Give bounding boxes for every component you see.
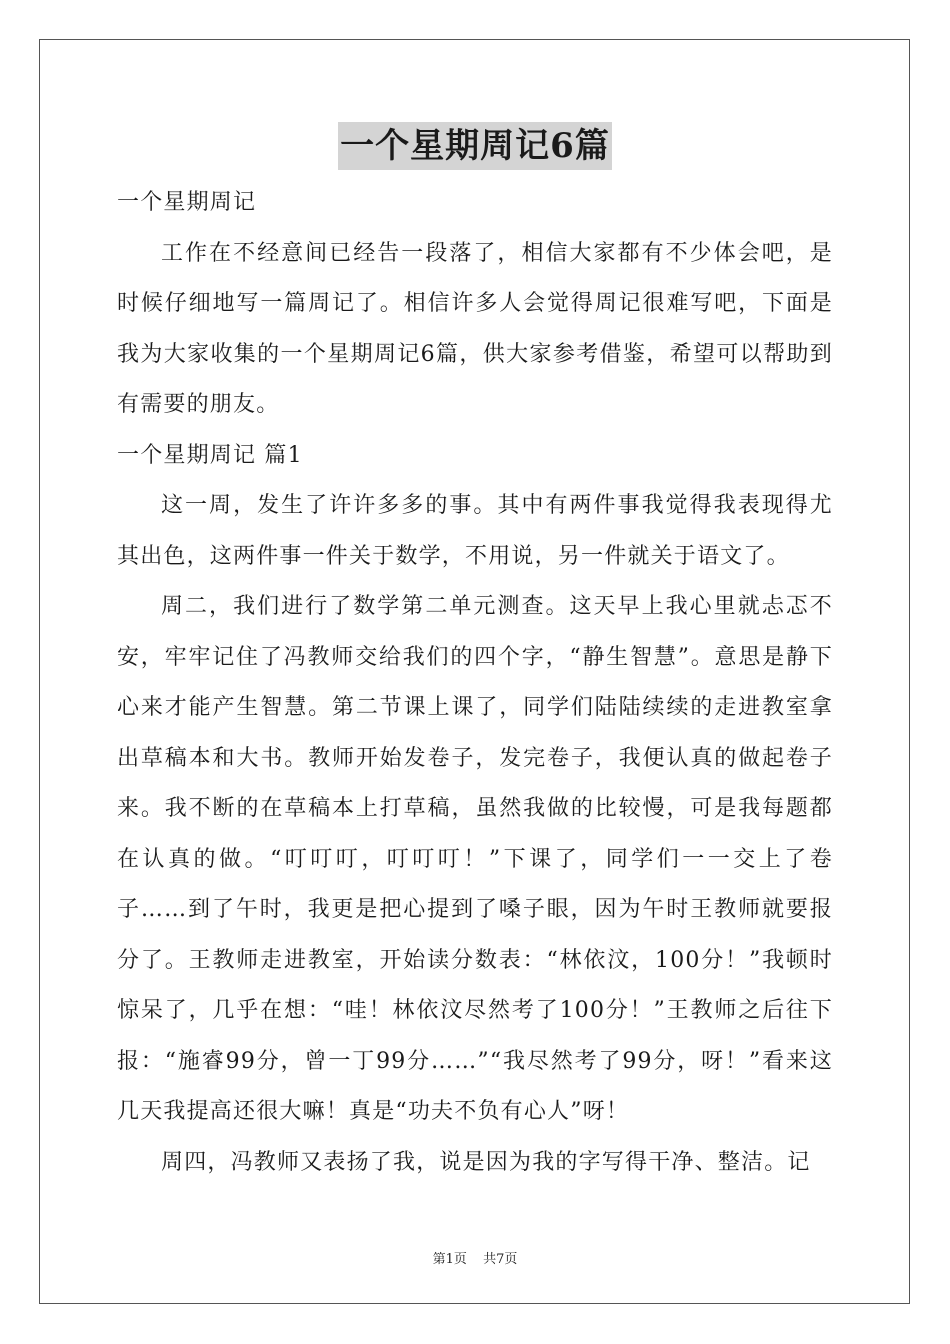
section-heading: 一个星期周记 篇1 — [117, 442, 303, 468]
body-paragraph: 这一周，发生了许许多多的事。其中有两件事我觉得我表现得尤其出色，这两件事一件关于数学，不用说，另一件就关于语文了。 — [117, 493, 833, 569]
body-paragraph: 工作在不经意间已经告一段落了，相信大家都有不少体会吧，是时候仔细地写一篇周记了。相信许多人会觉得周记很难写吧，下面是我为大家收集的一个星期周记6篇，供大家参考借鉴，希望可以帮助到有需要的朋友。 — [117, 240, 833, 417]
title-container — [0, 122, 950, 170]
page-number: 第1页 — [432, 1252, 467, 1267]
page-footer — [0, 1248, 950, 1267]
body-paragraph: 周四，冯教师又表扬了我，说是因为我的字写得干净、整洁。记 — [161, 1149, 811, 1175]
document-title: 一个星期周记6篇 — [338, 122, 612, 170]
body-paragraph: 周二，我们进行了数学第二单元测查。这天早上我心里就忐忑不安，牢牢记住了冯教师交给我们的四个字，“静生智慧”。意思是静下心来才能产生智慧。第二节课上课了，同学们陆陆续续的走进教室拿出草稿本和大书。教师开始发卷子，发完卷子，我便认真的做起卷子来。我不断的在草稿本上打草稿，虽然我做的比较慢，可是我每题都在认真的做。“叮叮叮，叮叮叮！”下课了，同学们一一交上了卷子……到了午时，我更是把心提到了嗓子眼，因为午时王教师就要报分了。王教师走进教室，开始读分数表：“林依汶，100分！”我顿时惊呆了，几乎在想：“哇！林依汶尽然考了100分！”王教师之后往下报：“施睿99分，曾一丁99分……”“我尽然考了99分，呀！”看来这几天我提高还很大嘛！真是“功夫不负有心人”呀！ — [117, 594, 833, 1124]
page-total: 共7页 — [483, 1252, 518, 1267]
document-body — [117, 178, 833, 1188]
section-heading: 一个星期周记 — [117, 190, 257, 215]
